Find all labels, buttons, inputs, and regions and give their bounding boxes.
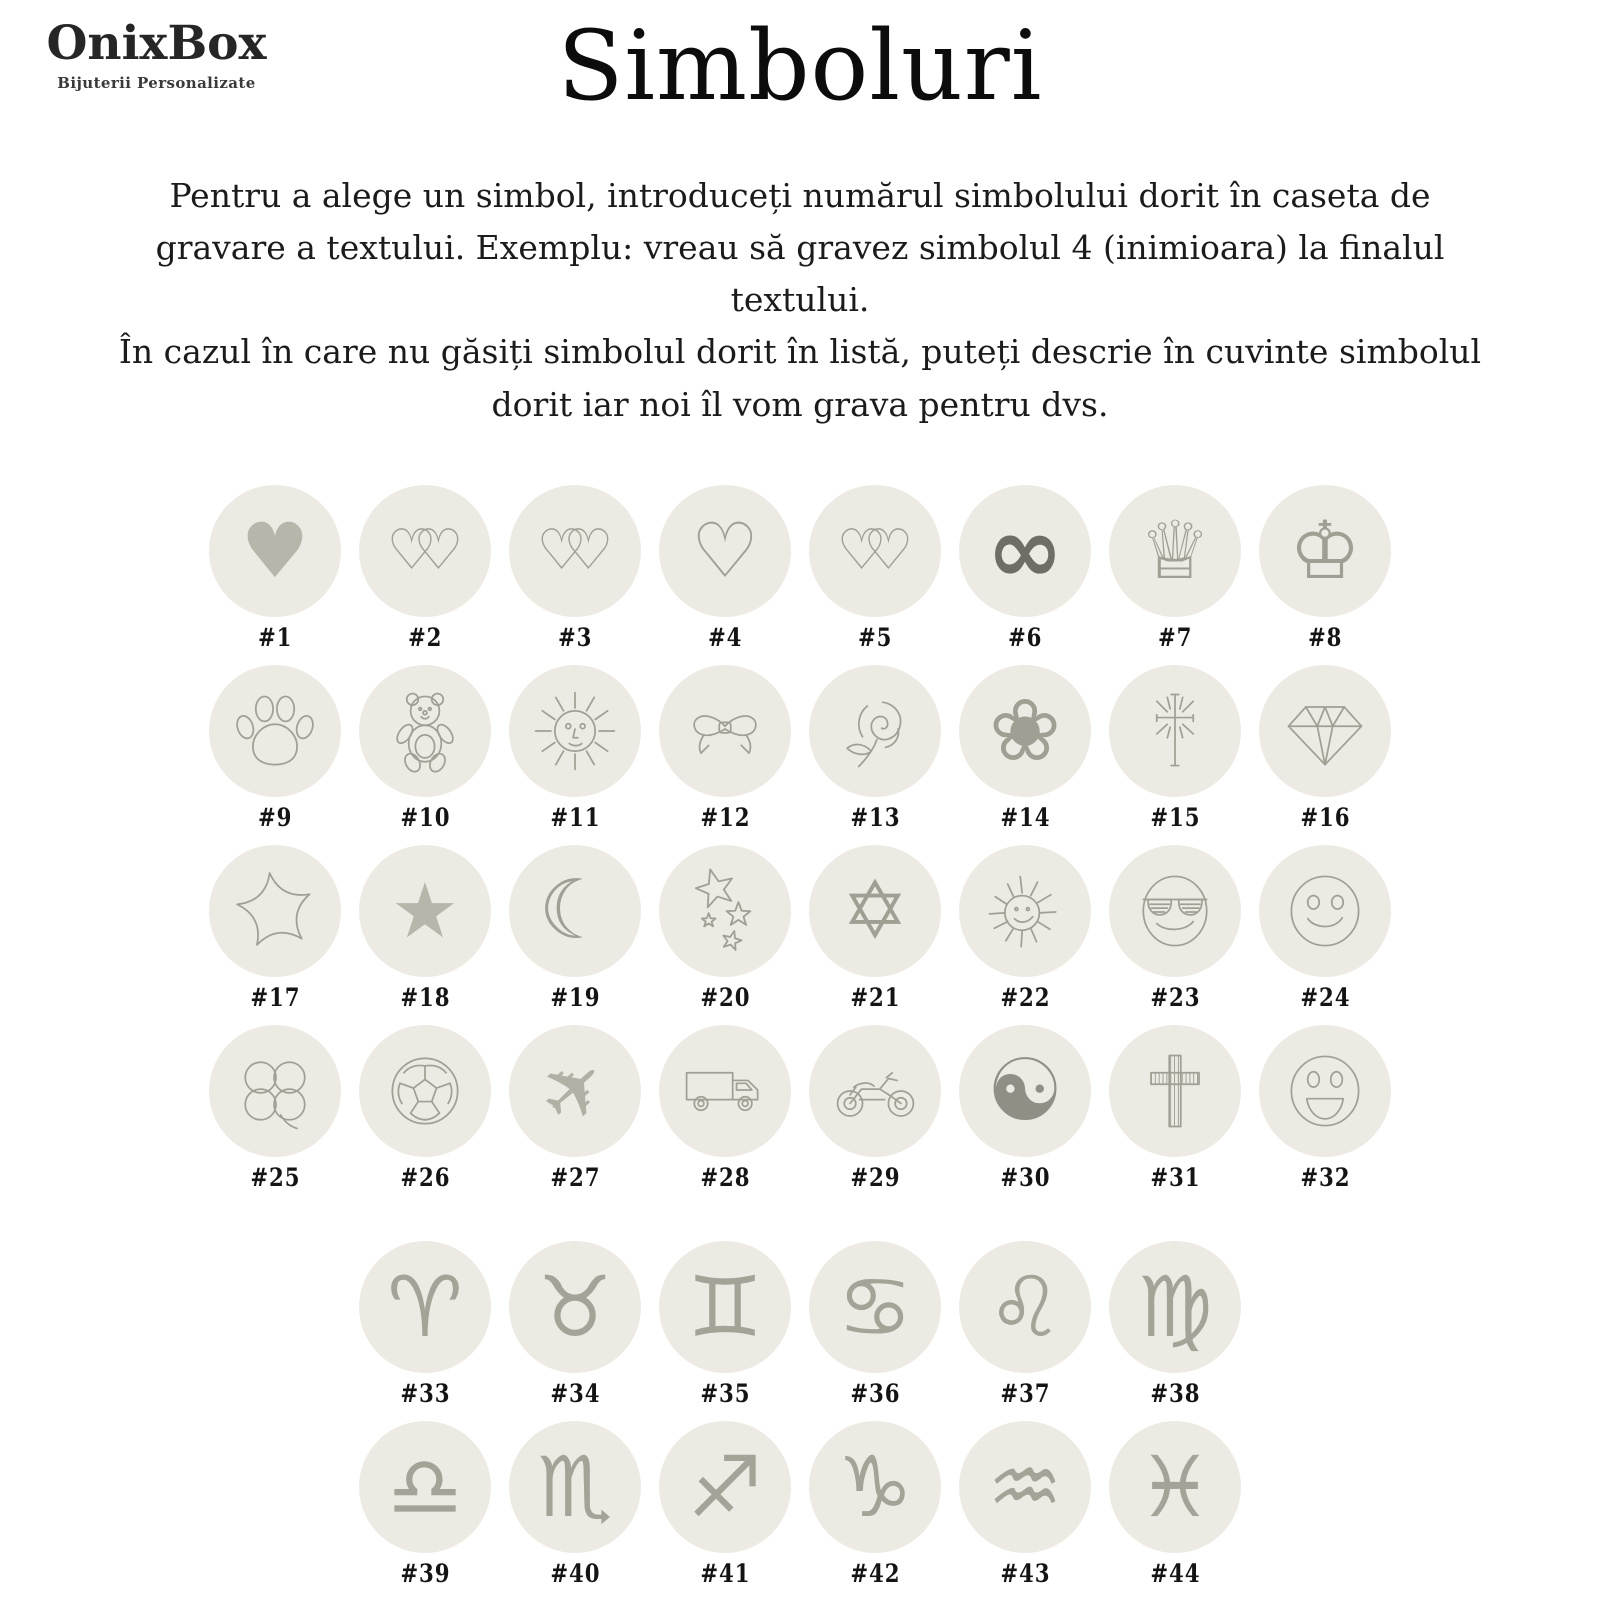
rose-icon [809, 665, 941, 797]
heart-filled-icon [209, 485, 341, 617]
airplane-icon [509, 1025, 641, 1157]
star-filled-glyph: ★ [390, 865, 460, 955]
symbol-cell [950, 1025, 1100, 1192]
four-leaf-clover-icon [209, 1025, 341, 1157]
symbol-number: #11 [550, 802, 600, 832]
zodiac-libra-glyph: ♎ [387, 1437, 463, 1536]
intro-paragraph-2: În cazul în care nu găsiți simbolul dorit în listă, puteți descrie în cuvinte simbolul dorit iar noi îl vom grava pentru dvs. [118, 332, 1482, 424]
teddy-bear-drawing [377, 683, 473, 779]
crown-tiara-glyph: ♕ [1139, 503, 1211, 597]
symbol-cell [500, 845, 650, 1012]
symbol-cell [800, 1025, 950, 1192]
symbol-number: #35 [700, 1378, 750, 1408]
symbol-number: #23 [1150, 982, 1200, 1012]
symbol-number: #30 [1000, 1162, 1050, 1192]
logo-subtitle: Bijuterii Personalizate [57, 74, 256, 92]
intro-text [114, 170, 1486, 431]
symbol-row [0, 665, 1600, 845]
five-petal-flower-icon [959, 665, 1091, 797]
symbol-cell [800, 665, 950, 832]
symbol-cell [200, 485, 350, 652]
symbol-number: #4 [707, 622, 743, 652]
zodiac-virgo-icon [1109, 1241, 1241, 1373]
symbol-number: #18 [400, 982, 450, 1012]
smiley-face-icon [1259, 845, 1391, 977]
symbol-number: #21 [850, 982, 900, 1012]
zodiac-gemini-glyph: ♊ [687, 1257, 763, 1356]
symbol-number: #33 [400, 1378, 450, 1408]
symbol-number: #40 [550, 1558, 600, 1588]
symbol-cell [1250, 665, 1400, 832]
bold-cross-drawing [1127, 1043, 1223, 1139]
zodiac-aries-glyph: ♈ [387, 1257, 463, 1356]
symbol-number: #27 [550, 1162, 600, 1192]
symbol-cell [650, 1025, 800, 1192]
symbol-cell [650, 1241, 800, 1408]
teddy-bear-icon [359, 665, 491, 797]
symbol-number: #1 [257, 622, 293, 652]
motorcycle-drawing [827, 1043, 923, 1139]
symbol-number: #15 [1150, 802, 1200, 832]
zodiac-libra-icon [359, 1421, 491, 1553]
paw-print-icon [209, 665, 341, 797]
zodiac-leo-glyph: ♌ [987, 1257, 1063, 1356]
zodiac-sagittarius-glyph: ♐ [687, 1437, 763, 1536]
symbol-number: #6 [1007, 622, 1043, 652]
scattered-stars-drawing [677, 863, 773, 959]
symbol-cell [650, 485, 800, 652]
zodiac-taurus-icon [509, 1241, 641, 1373]
symbol-cell [1100, 1025, 1250, 1192]
scattered-stars-icon [659, 845, 791, 977]
symbol-cell [650, 665, 800, 832]
symbol-cell [350, 1241, 500, 1408]
symbol-number: #12 [700, 802, 750, 832]
zodiac-virgo-glyph: ♍ [1137, 1257, 1213, 1356]
starfish-drawing [227, 863, 323, 959]
soccer-ball-icon [359, 1025, 491, 1157]
symbol-row [0, 845, 1600, 1025]
yin-yang-glyph: ☯ [986, 1040, 1064, 1141]
symbol-cell [350, 845, 500, 1012]
symbol-number: #44 [1150, 1558, 1200, 1588]
yin-yang-icon [959, 1025, 1091, 1157]
star-of-david-glyph: ✡ [841, 863, 909, 957]
symbol-cell [950, 665, 1100, 832]
symbol-cell [1100, 845, 1250, 1012]
symbol-number: #42 [850, 1558, 900, 1588]
symbol-number: #13 [850, 802, 900, 832]
zodiac-capricorn-icon [809, 1421, 941, 1553]
symbol-number: #24 [1300, 982, 1350, 1012]
symbol-number: #43 [1000, 1558, 1050, 1588]
symbol-cell [350, 1421, 500, 1588]
ribbon-bow-icon [659, 665, 791, 797]
cross-with-rays-drawing [1127, 683, 1223, 779]
symbol-number: #10 [400, 802, 450, 832]
diamond-gem-drawing [1277, 683, 1373, 779]
smiley-sunglasses-icon [1109, 845, 1241, 977]
crown-royal-glyph: ♔ [1289, 503, 1361, 597]
smiling-sun-sketch-icon [959, 845, 1091, 977]
crown-tiara-icon [1109, 485, 1241, 617]
symbol-number: #7 [1157, 622, 1193, 652]
star-of-david-icon [809, 845, 941, 977]
header [0, 0, 1600, 128]
symbol-cell [950, 485, 1100, 652]
sun-with-face-icon [509, 665, 641, 797]
zodiac-cancer-icon [809, 1241, 941, 1373]
infinity-glyph: ∞ [986, 496, 1064, 604]
two-hearts-engraved-glyph: ♡♡ [836, 517, 890, 583]
crescent-moon-glyph: ☾ [538, 862, 612, 958]
smiley-sunglasses-drawing [1127, 863, 1223, 959]
symbol-number: #3 [557, 622, 593, 652]
crescent-moon-icon [509, 845, 641, 977]
paw-print-drawing [227, 683, 323, 779]
symbol-number: #32 [1300, 1162, 1350, 1192]
symbol-row [0, 485, 1600, 665]
zodiac-aquarius-glyph: ♒ [987, 1437, 1063, 1536]
five-petal-flower-glyph: ❀ [988, 680, 1062, 781]
two-hearts-linked-glyph: ♡♡ [536, 517, 590, 583]
heart-filled-glyph: ♥ [240, 505, 310, 595]
starfish-icon [209, 845, 341, 977]
symbol-cell [1250, 845, 1400, 1012]
zodiac-sagittarius-icon [659, 1421, 791, 1553]
symbol-row [0, 1241, 1600, 1421]
symbol-number: #8 [1307, 622, 1343, 652]
symbol-number: #26 [400, 1162, 450, 1192]
symbol-cell [800, 485, 950, 652]
symbol-number: #5 [857, 622, 893, 652]
zodiac-pisces-icon [1109, 1421, 1241, 1553]
symbol-cell [1250, 485, 1400, 652]
symbol-row [0, 1421, 1600, 1601]
zodiac-leo-icon [959, 1241, 1091, 1373]
symbol-cell [500, 1421, 650, 1588]
symbol-cell [800, 1421, 950, 1588]
symbol-cell [500, 1241, 650, 1408]
two-hearts-overlap-icon [359, 485, 491, 617]
page-title: Simboluri [557, 10, 1043, 122]
symbol-cell [500, 485, 650, 652]
smiley-open-mouth-icon [1259, 1025, 1391, 1157]
soccer-ball-drawing [377, 1043, 473, 1139]
star-filled-icon [359, 845, 491, 977]
symbol-number: #29 [850, 1162, 900, 1192]
symbol-cell [650, 845, 800, 1012]
symbol-cell [1100, 485, 1250, 652]
bold-cross-icon [1109, 1025, 1241, 1157]
zodiac-pisces-glyph: ♓ [1137, 1437, 1213, 1536]
two-hearts-overlap-glyph: ♡♡ [386, 517, 440, 583]
zodiac-aquarius-icon [959, 1421, 1091, 1553]
zodiac-scorpio-icon [509, 1421, 641, 1553]
rose-drawing [827, 683, 923, 779]
symbol-number: #9 [257, 802, 293, 832]
symbol-cell [200, 665, 350, 832]
symbol-number: #19 [550, 982, 600, 1012]
zodiac-aries-icon [359, 1241, 491, 1373]
symbol-number: #25 [250, 1162, 300, 1192]
symbol-number: #41 [700, 1558, 750, 1588]
symbol-cell [800, 1241, 950, 1408]
two-hearts-linked-icon [509, 485, 641, 617]
smiley-face-drawing [1277, 863, 1373, 959]
symbol-number: #20 [700, 982, 750, 1012]
symbol-number: #16 [1300, 802, 1350, 832]
symbol-cell [200, 1025, 350, 1192]
symbol-cell [950, 1421, 1100, 1588]
symbol-number: #22 [1000, 982, 1050, 1012]
symbol-cell [950, 845, 1100, 1012]
intro-paragraph-1: Pentru a alege un simbol, introduceți numărul simbolului dorit în caseta de gravare a textului. Exemplu: vreau să gravez simbolul 4 (inimioara) la finalul textului. [155, 176, 1445, 320]
symbol-cell [1100, 1421, 1250, 1588]
truck-icon [659, 1025, 791, 1157]
zodiac-taurus-glyph: ♉ [537, 1257, 613, 1356]
symbol-cell [350, 485, 500, 652]
symbol-number: #34 [550, 1378, 600, 1408]
symbol-number: #14 [1000, 802, 1050, 832]
zodiac-capricorn-glyph: ♑ [837, 1437, 913, 1536]
symbol-cell [350, 665, 500, 832]
two-hearts-engraved-icon [809, 485, 941, 617]
symbol-number: #37 [1000, 1378, 1050, 1408]
symbol-number: #38 [1150, 1378, 1200, 1408]
symbol-cell [350, 1025, 500, 1192]
symbol-cell [1250, 1025, 1400, 1192]
logo-title: OnixBox [46, 16, 267, 71]
symbol-cell [500, 1025, 650, 1192]
heart-outline-glyph: ♡ [690, 505, 760, 595]
symbol-cell [1100, 1241, 1250, 1408]
symbol-cell [1100, 665, 1250, 832]
symbol-grid [0, 485, 1600, 1601]
symbol-number: #36 [850, 1378, 900, 1408]
diamond-gem-icon [1259, 665, 1391, 797]
symbol-cell [650, 1421, 800, 1588]
symbol-number: #2 [407, 622, 443, 652]
zodiac-cancer-glyph: ♋ [837, 1257, 913, 1356]
symbol-cell [200, 845, 350, 1012]
symbol-cell [500, 665, 650, 832]
sun-with-face-drawing [527, 683, 623, 779]
symbol-number: #17 [250, 982, 300, 1012]
symbol-number: #39 [400, 1558, 450, 1588]
motorcycle-icon [809, 1025, 941, 1157]
smiling-sun-sketch-drawing [977, 863, 1073, 959]
cross-with-rays-icon [1109, 665, 1241, 797]
crown-royal-icon [1259, 485, 1391, 617]
four-leaf-clover-drawing [227, 1043, 323, 1139]
zodiac-gemini-icon [659, 1241, 791, 1373]
smiley-open-mouth-drawing [1277, 1043, 1373, 1139]
symbol-number: #31 [1150, 1162, 1200, 1192]
site-logo[interactable] [44, 16, 269, 92]
symbol-cell [950, 1241, 1100, 1408]
ribbon-bow-drawing [677, 683, 773, 779]
zodiac-scorpio-glyph: ♏ [537, 1437, 613, 1536]
airplane-glyph: ✈ [520, 1035, 630, 1146]
symbol-number: #28 [700, 1162, 750, 1192]
heart-outline-icon [659, 485, 791, 617]
symbol-row [0, 1025, 1600, 1205]
infinity-icon [959, 485, 1091, 617]
symbol-cell [800, 845, 950, 1012]
truck-drawing [677, 1043, 773, 1139]
